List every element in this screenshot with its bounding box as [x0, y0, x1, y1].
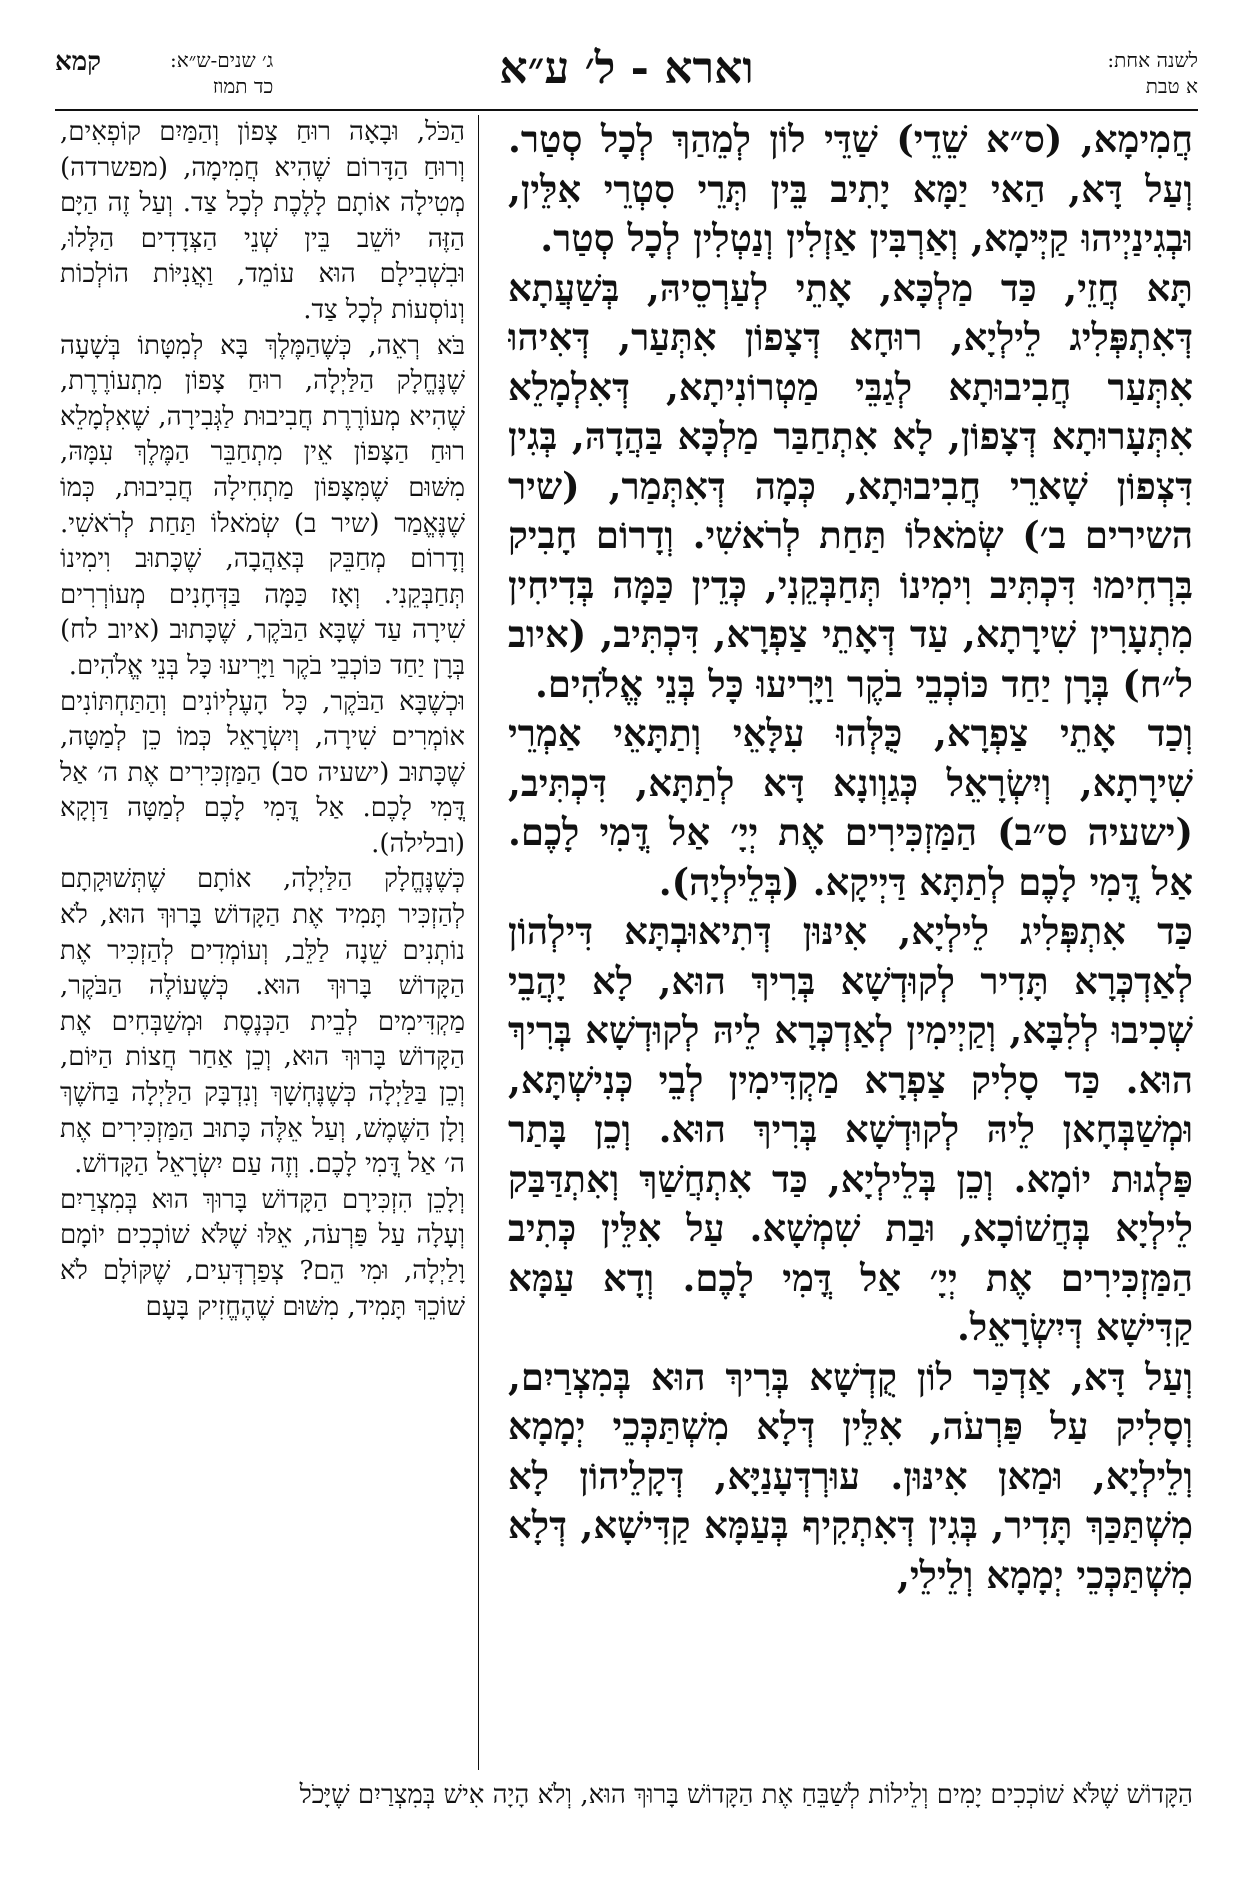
main-paragraph-2: תָּא חֲזֵי, כַּד מַלְכָּא, אָתֵי לְעַרְסֵיהּ, בְּשַׁעֲתָא דְּאִתְפְּלִיג לֵילְיָא, רוּחָא דְּצָפוֹן אִתְּעַר, דְּאִיהוּ אִתְּעַר חֲבִיבוּתָא לְגַבֵּי מַטְרוֹנִיתָא, דְּאִלְמָלֵא אִתְּעָרוּתָא דְּצָפוֹן, לָא אִתְחַבַּר מַלְכָּא בַּהֲדָהּ, בְּגִין דִּצְפוֹן שָׁארֵי חֲבִיבוּתָא, כְּמָה דְּאִתְּמַר, (שיר השירים ב׳) שְׂמֹאלוֹ תַּחַת לְרֹאשִׁי. וְדָרוֹם חָבִיק בִּרְחִימוּ דִּכְתִּיב וִימִינוֹ תְּחַבְּקֵנִי, כְּדֵין כַּמָּה בְּדִיחִין מִתְעָרִין שִׁירָתָא, עַד דְּאָתֵי צַפְרָא, דִּכְתִּיב, (איוב ל״ח) בְּרָן יַחַד כּוֹכְבֵי בֹקֶר וַיָּרִיעוּ כָּל בְּנֵי אֱלֹהִים. [508, 265, 1193, 706]
side-paragraph-4: כְּשֶׁנֶּחֱלָק הַלַּיְלָה, אוֹתָם שֶׁתְּשׁוּקָתָם לְהַזְכִּיר תָּמִיד אֶת הַקָּדוֹשׁ בָּרוּךְ הוּא, לֹא נוֹתְנִים שֵׁנָה לַלֵּב, וְעוֹמְדִים לְהַזְכִּיר אֶת הַקָּדוֹשׁ בָּרוּךְ הוּא. כְּשֶׁעוֹלֶה הַבֹּקֶר, מַקְדִּימִים לְבֵית הַכְּנֶסֶת וּמְשַׁבְּחִים אֶת הַקָּדוֹשׁ בָּרוּךְ הוּא, וְכֵן אַחַר חֲצוֹת הַיּוֹם, וְכֵן בַּלַּיְלָה כְּשֶׁנֶּחְשָׁךְ וְנִדְבָּק הַלַּיְלָה בַּחֹשֶׁךְ וְלָן הַשֶּׁמֶשׁ, וְעַל אֵלֶּה כָּתוּב הַמַּזְכִּירִים אֶת ה׳ אַל דֳּמִי לָכֶם. וְזֶה עַם יִשְׂרָאֵל הַקָּדוֹשׁ. [60, 864, 465, 1180]
main-paragraph-4: כַּד אִתְפְּלִיג לֵילְיָא, אִינּוּן דְּתִיאוּבְתָּא דִּילְהוֹן לְאַדְכְּרָא תָּדִיר לְקוּדְשָׁא בְּרִיךְ הוּא, לָא יָהֲבֵי שְׁכִיבוּ לְלִבָּא, וְקַיְימִין לְאַדְכְּרָא לֵיהּ לְקוּדְשָׁא בְּרִיךְ הוּא. כַּד סָלִיק צַפְרָא מַקְדִּימִין לְבֵי כְּנִישְׁתָּא, וּמְשַׁבְּחָאן לֵיהּ לְקוּדְשָׁא בְּרִיךְ הוּא. וְכֵן בָּתַר פַּלְגוּת יוֹמָא. וְכֵן בְּלֵילְיָא, כַּד אִתְחֲשַׁךְ וְאִתְדַּבַּק לֵילְיָא בְּחֲשׁוֹכָא, וּבַת שִׁמְשָׁא. עַל אִלֵּין כְּתִיב הַמַּזְכִּירִים אֶת יְיָ׳ אַל דֳּמִי לָכֶם. וְדָא עַמָּא קַדִּישָׁא דְּיִשְׂרָאֵל. [508, 909, 1193, 1349]
page-title: וארא - ל׳ ע״א [499, 43, 754, 94]
footer-line: הַקָּדוֹשׁ שֶׁלֹּא שׁוֹכְכִים יָמִים וְלֵילוֹת לְשַׁבֵּחַ אֶת הַקָּדוֹשׁ בָּרוּךְ הוּא, וְלֹא הָיָה אִישׁ בְּמִצְרַיִם שֶׁיָּכֹל [299, 1780, 1193, 1810]
header-rule [55, 109, 1198, 111]
translation-column [60, 115, 465, 1770]
column-divider [478, 115, 479, 1770]
header-right-line-1: לשנה אחת: [1107, 48, 1198, 72]
main-paragraph-3: וְכַד אָתֵי צַפְרָא, כֻּלְּהוּ עִלָּאֵי וְתַתָּאֵי אַמְרֵי שִׁירָתָא, וְיִשְׂרָאֵל כְּגַוְונָא דָּא לְתַתָּא, דִּכְתִּיב, (ישעיה ס״ב) הַמַּזְכִּירִים אֶת יְיָ׳ אַל דֳּמִי לָכֶם. אַל דֳּמִי לָכֶם לְתַתָּא דַּיְיקָא. (בְּלֵילְיָה). [508, 711, 1193, 904]
side-paragraph-2: בֹּא רְאֵה, כְּשֶׁהַמֶּלֶךְ בָּא לְמִטָּתוֹ בְּשָׁעָה שֶׁנֶּחֱלָק הַלַּיְלָה, רוּחַ צָפוֹן מִתְעוֹרֶרֶת, שֶׁהִיא מְעוֹרֶרֶת חֲבִיבוּת לַגְּבִירָה, שֶׁאִלְמָלֵא רוּחַ הַצָּפוֹן אֵין מִתְחַבֵּר הַמֶּלֶךְ עִמָּהּ, מִשּׁוּם שֶׁמִּצָּפוֹן מַתְחִילָה חֲבִיבוּת, כְּמוֹ שֶׁנֶּאֱמַר (שיר ב) שְׂמֹאלוֹ תַּחַת לְרֹאשִׁי. וְדָרוֹם מְחַבֵּק בְּאַהֲבָה, שֶׁכָּתוּב וִימִינוֹ תְּחַבְּקֵנִי. וְאָז כַּמָּה בַּדְּחָנִים מְעוֹרְרִים שִׁירָה עַד שֶׁבָּא הַבֹּקֶר, שֶׁכָּתוּב (איוב לח) בְּרָן יַחַד כּוֹכְבֵי בֹקֶר וַיָּרִיעוּ כָּל בְּנֵי אֱלֹהִים. [60, 330, 465, 681]
header-left-line-2: כד תמוז [212, 74, 274, 98]
header-left-line-1: ג׳ שנים-ש״א: [170, 48, 274, 72]
side-paragraph-5: וְלָכֵן הִזְכִּירָם הַקָּדוֹשׁ בָּרוּךְ הוּא בְּמִצְרַיִם וְעָלָה עַל פַּרְעֹה, אֵלּוּ שֶׁלֹּא שׁוֹכְכִים יוֹמָם וָלַיְלָה, וּמִי הֵם? צְפַרְדְּעִים, שֶׁקּוֹלָם לֹא שׁוֹכֵךְ תָּמִיד, מִשּׁוּם שֶׁהֶחֱזִיק בָּעָם [60, 1184, 465, 1322]
side-paragraph-3: וּכְשֶׁבָּא הַבֹּקֶר, כָּל הָעֶלְיוֹנִים וְהַתַּחְתּוֹנִים אוֹמְרִים שִׁירָה, וְיִשְׂרָאֵל כְּמוֹ כֵן לְמַטָּה, שֶׁכָּתוּב (ישעיה סב) הַמַּזְכִּירִים אֶת ה׳ אַל דֳּמִי לָכֶם. אַל דֳּמִי לָכֶם לְמַטָּה דַּוְקָא (ובלילה). [60, 686, 465, 859]
page-header [55, 45, 1198, 111]
folio-number: קמא [55, 47, 102, 77]
main-paragraph-1: חֲמִימָא, (ס״א שֵׁדֵי) שַׁדֵּי לוֹן לְמֵהַךְ לְכָל סְטַר. וְעַל דָּא, הַאי יַמָּא יָתִיב בֵּין תְּרֵי סִטְרֵי אִלֵּין, וּבְגִינַיְיהוּ קַיְּימָא, וְאַרְבִּין אַזְלִין וְנַטְלִין לְכָל סְטַר. [508, 117, 1193, 260]
main-text-column [508, 115, 1193, 1770]
side-paragraph-1: הַכֹּל, וּבָאָה רוּחַ צָפוֹן וְהַמַּיִם קוֹפְאִים, וְרוּחַ הַדָּרוֹם שֶׁהִיא חֲמִימָה, (מפשרדה) מְטִילָה אוֹתָם לָלֶכֶת לְכָל צַד. וְעַל זֶה הַיָּם הַזֶּה יוֹשֵׁב בֵּין שְׁנֵי הַצְּדָדִים הַלָּלוּ, וּבִשְׁבִילָם הוּא עוֹמֵד, וַאֲנִיּוֹת הוֹלְכוֹת וְנוֹסְעוֹת לְכָל צַד. [60, 117, 465, 325]
header-right-line-2: א טבת [1145, 74, 1198, 98]
header-left-dates [170, 47, 273, 99]
main-paragraph-5: וְעַל דָּא, אַדְכַּר לוֹן קֻדְשָׁא בְּרִיךְ הוּא בְּמִצְרַיִם, וְסָלִיק עַל פַּרְעֹה, אִלֵּין דְּלָא מִשְׁתַּכְּכֵי יְמָמָא וְלֵילְיָא, וּמַאן אִינּוּן. עוּרְדְּעָנַיָּא, דְּקָלֵיהוֹן לָא מִשְׁתַּכַּךְ תָּדִיר, בְּגִין דְּאִתְקִיף בְּעַמָּא קַדִּישָׁא, דְּלָא מִשְׁתַּכְּכֵי יְמָמָא וְלֵילֵי, [508, 1354, 1193, 1597]
